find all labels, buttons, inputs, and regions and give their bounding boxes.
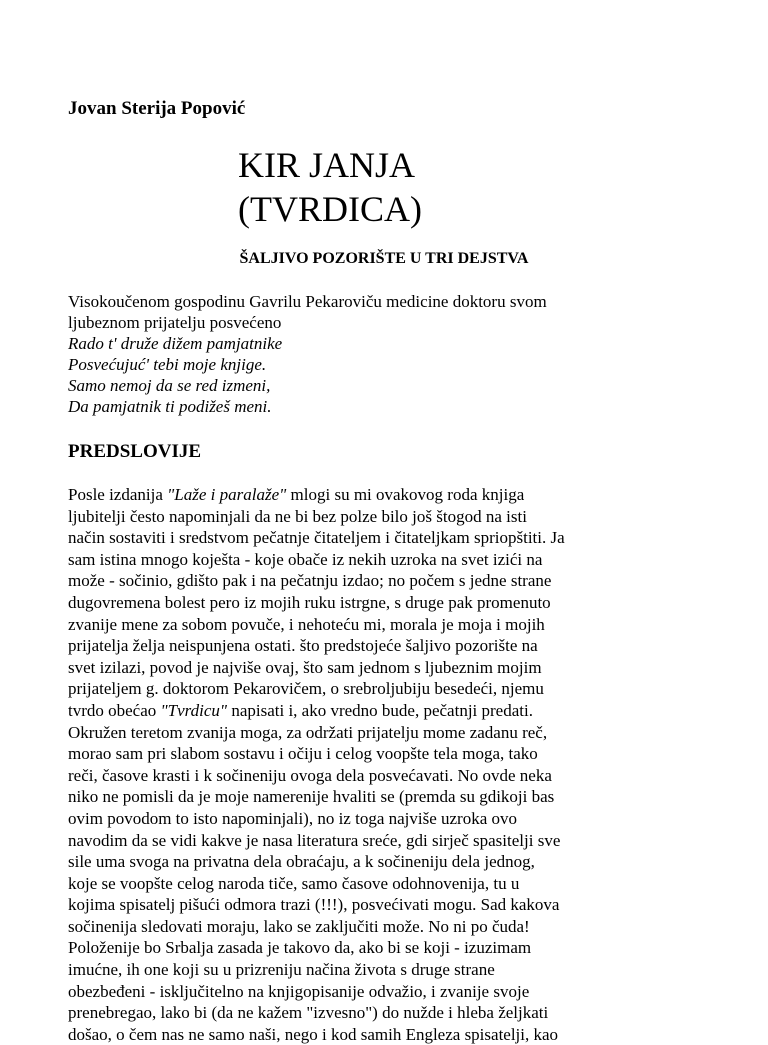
body-text-fragment: napisati i, ako vredno bude, pečatnji predati. [227, 700, 533, 720]
author-name: Jovan Sterija Popović [68, 98, 246, 119]
body-line: način sostaviti i sredstvom pečatnje čitateljem i čitateljkam spriopštiti. Ja [68, 528, 565, 548]
body-line: Okružen teretom zvanija moga, za održati prijatelju mome zadanu reč, [68, 722, 548, 742]
body-italic-fragment: "Tvrdicu" [160, 700, 228, 720]
play-subtitle: ŠALJIVO POZORIŠTE U TRI DEJSTVA [239, 250, 529, 267]
body-line: obezbeđeni - isključitelno na knjigopisanije odvažio, i zvanije svoje [68, 981, 530, 1001]
body-text-fragment: tvrdo obećao [68, 700, 161, 720]
body-text-fragment: mlogi su mi ovakovog roda knjiga [286, 485, 525, 504]
dedication [68, 291, 708, 417]
dedication-verse-line: Samo nemoj da se red izmeni, [68, 376, 271, 395]
body-line: sile uma svoga na privatna dela obraćaju, a k sočineniju dela jednog, [68, 852, 535, 872]
body-line: zvanije mene za sobom povuče, i nehoteću mi, morala je moja i mojih [68, 614, 545, 634]
body-line: niko ne pomisli da je moje namerenije hvaliti se (premda su gdikoji bas [68, 787, 555, 807]
body-line: koje se voopšte celog naroda tiče, samo časove odohnovenija, tu u [68, 873, 520, 893]
body-line: dugovremena bolest pero iz mojih ruku istrgne, s druge pak promenuto [68, 592, 551, 612]
body-text-fragment: Posle izdanija [68, 485, 168, 504]
title-line: (TVRDICA) [238, 189, 422, 229]
dedication-line: Visokoučenom gospodinu Gavrilu Pekaroviču medicine doktoru svom [68, 292, 547, 311]
body-line: došao, o čem nas ne samo naši, nego i kod samih Engleza spisatelji, kao [68, 1024, 559, 1044]
body-line: može - sočinio, gdišto pak i na pečatnju izdao; no počem s jedne strane [68, 571, 552, 591]
body-line: ljubitelji često napominjali da ne bi bez polze bilo još štogod na isti [68, 506, 527, 526]
body-line: ovim povodom to isto napominjali), no iz toga najviše uzroka ovo [68, 808, 518, 828]
body-italic-fragment: "Laže i paralaže" [167, 485, 287, 504]
dedication-verse-line: Posvećujuć' tebi moje knjige. [68, 355, 267, 374]
body-line: svet izilazi, povod je najviše ovaj, što sam jednom s ljubeznim mojim [68, 657, 542, 677]
body-line: sočinenija sledovati moraju, lako se zaključiti može. No ni po čuda! [68, 916, 530, 936]
dedication-verse-line: Da pamjatnik ti podižeš meni. [68, 397, 272, 416]
body-line: Položenije bo Srbalja zasada je takovo da, ako bi se koji - izuzimam [68, 938, 532, 958]
body-line: kojima spisatelj pišući odmora trazi (!!!), posvećivati mogu. Sad kakova [68, 895, 560, 915]
play-title [238, 143, 422, 231]
body-line: prijateljem g. doktorom Pekarovičem, o srebroljubiju besedeći, njemu [68, 679, 544, 699]
dedication-line: ljubeznom prijatelju posvećeno [68, 313, 282, 332]
body-line [68, 700, 708, 722]
section-heading: PREDSLOVIJE [68, 441, 202, 462]
preface-body [68, 484, 708, 1045]
body-line [68, 484, 708, 506]
body-line: prenebregao, lako bi (da ne kažem "izvesno") do nužde i hleba željkati [68, 1003, 549, 1023]
body-line: prijatelja želja neispunjena ostati. što predstojeće šaljivo pozorište na [68, 636, 538, 656]
body-line: navodim da se vidi kakve je nasa literatura sreće, gdi sirječ spasitelji sve [68, 830, 561, 850]
body-line: sam istina mnogo koješta - koje obače iz nekih uzroka na svet izići na [68, 549, 543, 569]
body-line: imućne, ih one koji su u prizreniju načina života s druge strane [68, 960, 495, 980]
body-line: reči, časove krasti i k sočineniju ovoga dela posvećavati. No ovde neka [68, 765, 552, 785]
dedication-verse-line: Rado t' druže dižem pamjatnike [68, 334, 283, 353]
title-line: KIR JANJA [238, 145, 416, 185]
body-line: morao sam pri slabom sostavu i očiju i celog voopšte tela moga, tako [68, 744, 538, 764]
